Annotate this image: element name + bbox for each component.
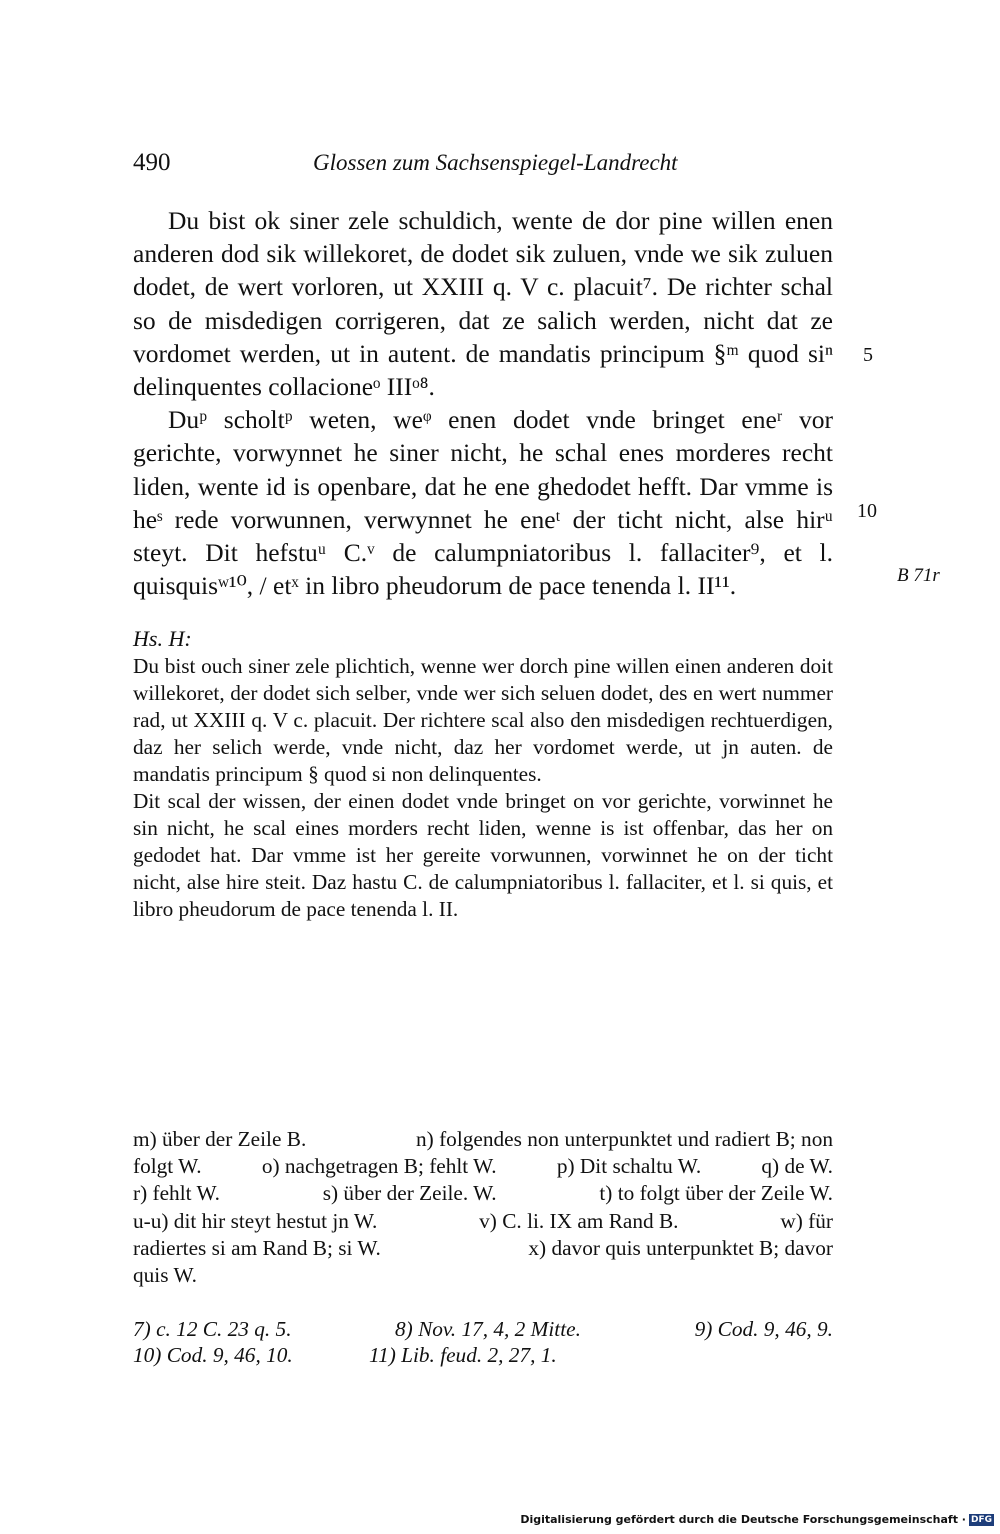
footnotes (133, 1316, 833, 1368)
variant-note: n) folgendes non unterpunktet und radiert B; non (416, 1127, 833, 1151)
variant-note: r) fehlt W. (133, 1181, 220, 1206)
variant-note: q) de W. (761, 1154, 833, 1179)
main-paragraph-2: Duᵖ scholtᵖ weten, weᵠ enen dodet vnde bringet eneʳ vor gerichte, vorwynnet he siner nicht, he schal enes morderes recht liden, wente id is openbare, dat he ene ghedodet hefft. Dar vmme is heˢ rede vorwunnen, verwynnet he eneᵗ der ticht nicht, alse hirᵘ steyt. Dit hefstuᵘ C.ᵛ de calumpniatoribus l. fallaciter⁹, et l. quisquisʷ¹⁰, / etˣ in libro pheudorum de pace tenenda l. II¹¹. (133, 405, 833, 601)
variant-note: x) davor quis unterpunktet B; davor (528, 1235, 833, 1260)
footnote: 8) Nov. 17, 4, 2 Mitte. (395, 1317, 581, 1341)
variant-note: v) C. li. IX am Rand B. (479, 1208, 679, 1233)
variant-note: quis W. (133, 1263, 197, 1288)
footnote: 7) c. 12 C. 23 q. 5. (133, 1317, 292, 1341)
variant-note: u-u) dit hir steyt hestut jn W. (133, 1208, 378, 1233)
running-title: Glossen zum Sachsenspiegel-Landrecht (313, 150, 678, 175)
page-number: 490 (133, 149, 171, 176)
variant-note: folgt W. (133, 1154, 202, 1179)
footnote: 9) Cod. 9, 46, 9. (694, 1317, 833, 1341)
digitization-credit (520, 1513, 994, 1526)
variant-note: s) über der Zeile. W. (322, 1181, 497, 1206)
variant-note: m) über der Zeile B. (133, 1127, 307, 1151)
line-number-5: 5 (863, 344, 873, 366)
footnote: 11) Lib. feud. 2, 27, 1. (369, 1343, 557, 1367)
dfg-logo-icon: DFG (970, 1514, 992, 1525)
variant-note: radiertes si am Rand B; si W. (133, 1235, 381, 1260)
hs-h-text (133, 653, 833, 923)
footnote: 10) Cod. 9, 46, 10. (133, 1343, 293, 1367)
variant-note: o) nachgetragen B; fehlt W. (261, 1154, 497, 1179)
hs-h-label: Hs. H: (133, 626, 192, 651)
footnote-row (133, 1342, 833, 1368)
line-number-10: 10 (857, 500, 877, 522)
variant-note-row (133, 1180, 833, 1207)
variant-note-row (133, 1262, 833, 1289)
variant-note: t) to folgt über der Zeile W. (599, 1181, 833, 1206)
variant-notes (133, 1126, 833, 1289)
margin-folio-note: B 71r (897, 565, 940, 586)
variant-note-row (133, 1208, 833, 1235)
digitization-credit-text: Digitalisierung gefördert durch die Deutsche Forschungsgemeinschaft · (520, 1513, 966, 1526)
variant-note: w) für (780, 1208, 833, 1233)
hs-h-paragraph-1: Du bist ouch siner zele plichtich, wenne wer dorch pine willen einen anderen doit willekoret, der dodet sich selber, vnde wer sich seluen dodet, des en wert nummer rad, ut XXIII q. V c. placuit. Der richtere scal also den misdedigen rechtuerdigen, daz her selich werde, vnde nicht, daz her vordomet werde, ut jn auten. de mandatis principum § quod si non delinquentes. (133, 654, 833, 786)
hs-h-paragraph-2: Dit scal der wissen, der einen dodet vnde bringet on vor gerichte, vorwinnet he sin nicht, he scal eines morders recht liden, wenne is ist offenbar, das her on gedodet hat. Dar vmme ist her gereite vorwunnen, vorwinnet he on der ticht nicht, alse hire steit. Daz hastu C. de calumpniatoribus l. fallaciter, et l. si quis, et libro pheudorum de pace tenenda l. II. (133, 789, 833, 921)
variant-note-row (133, 1235, 833, 1262)
variant-note: p) Dit schaltu W. (556, 1154, 702, 1179)
main-text (133, 204, 833, 602)
main-paragraph-1: Du bist ok siner zele schuldich, wente de dor pine willen enen anderen dod sik willekoret, de dodet sik zuluen, vnde we sik zuluen dodet, de wert vorloren, ut XXIII q. V c. placuit⁷. De richter schal so de misdedigen corrigeren, dat ze salich werden, nicht dat ze vordomet werden, ut in autent. de mandatis principum §ᵐ quod siⁿ delinquentes collacioneᵒ IIIᵒ⁸. (133, 206, 833, 402)
footnote-row (133, 1316, 833, 1342)
variant-note-row (133, 1153, 833, 1180)
variant-note-row (133, 1126, 833, 1153)
